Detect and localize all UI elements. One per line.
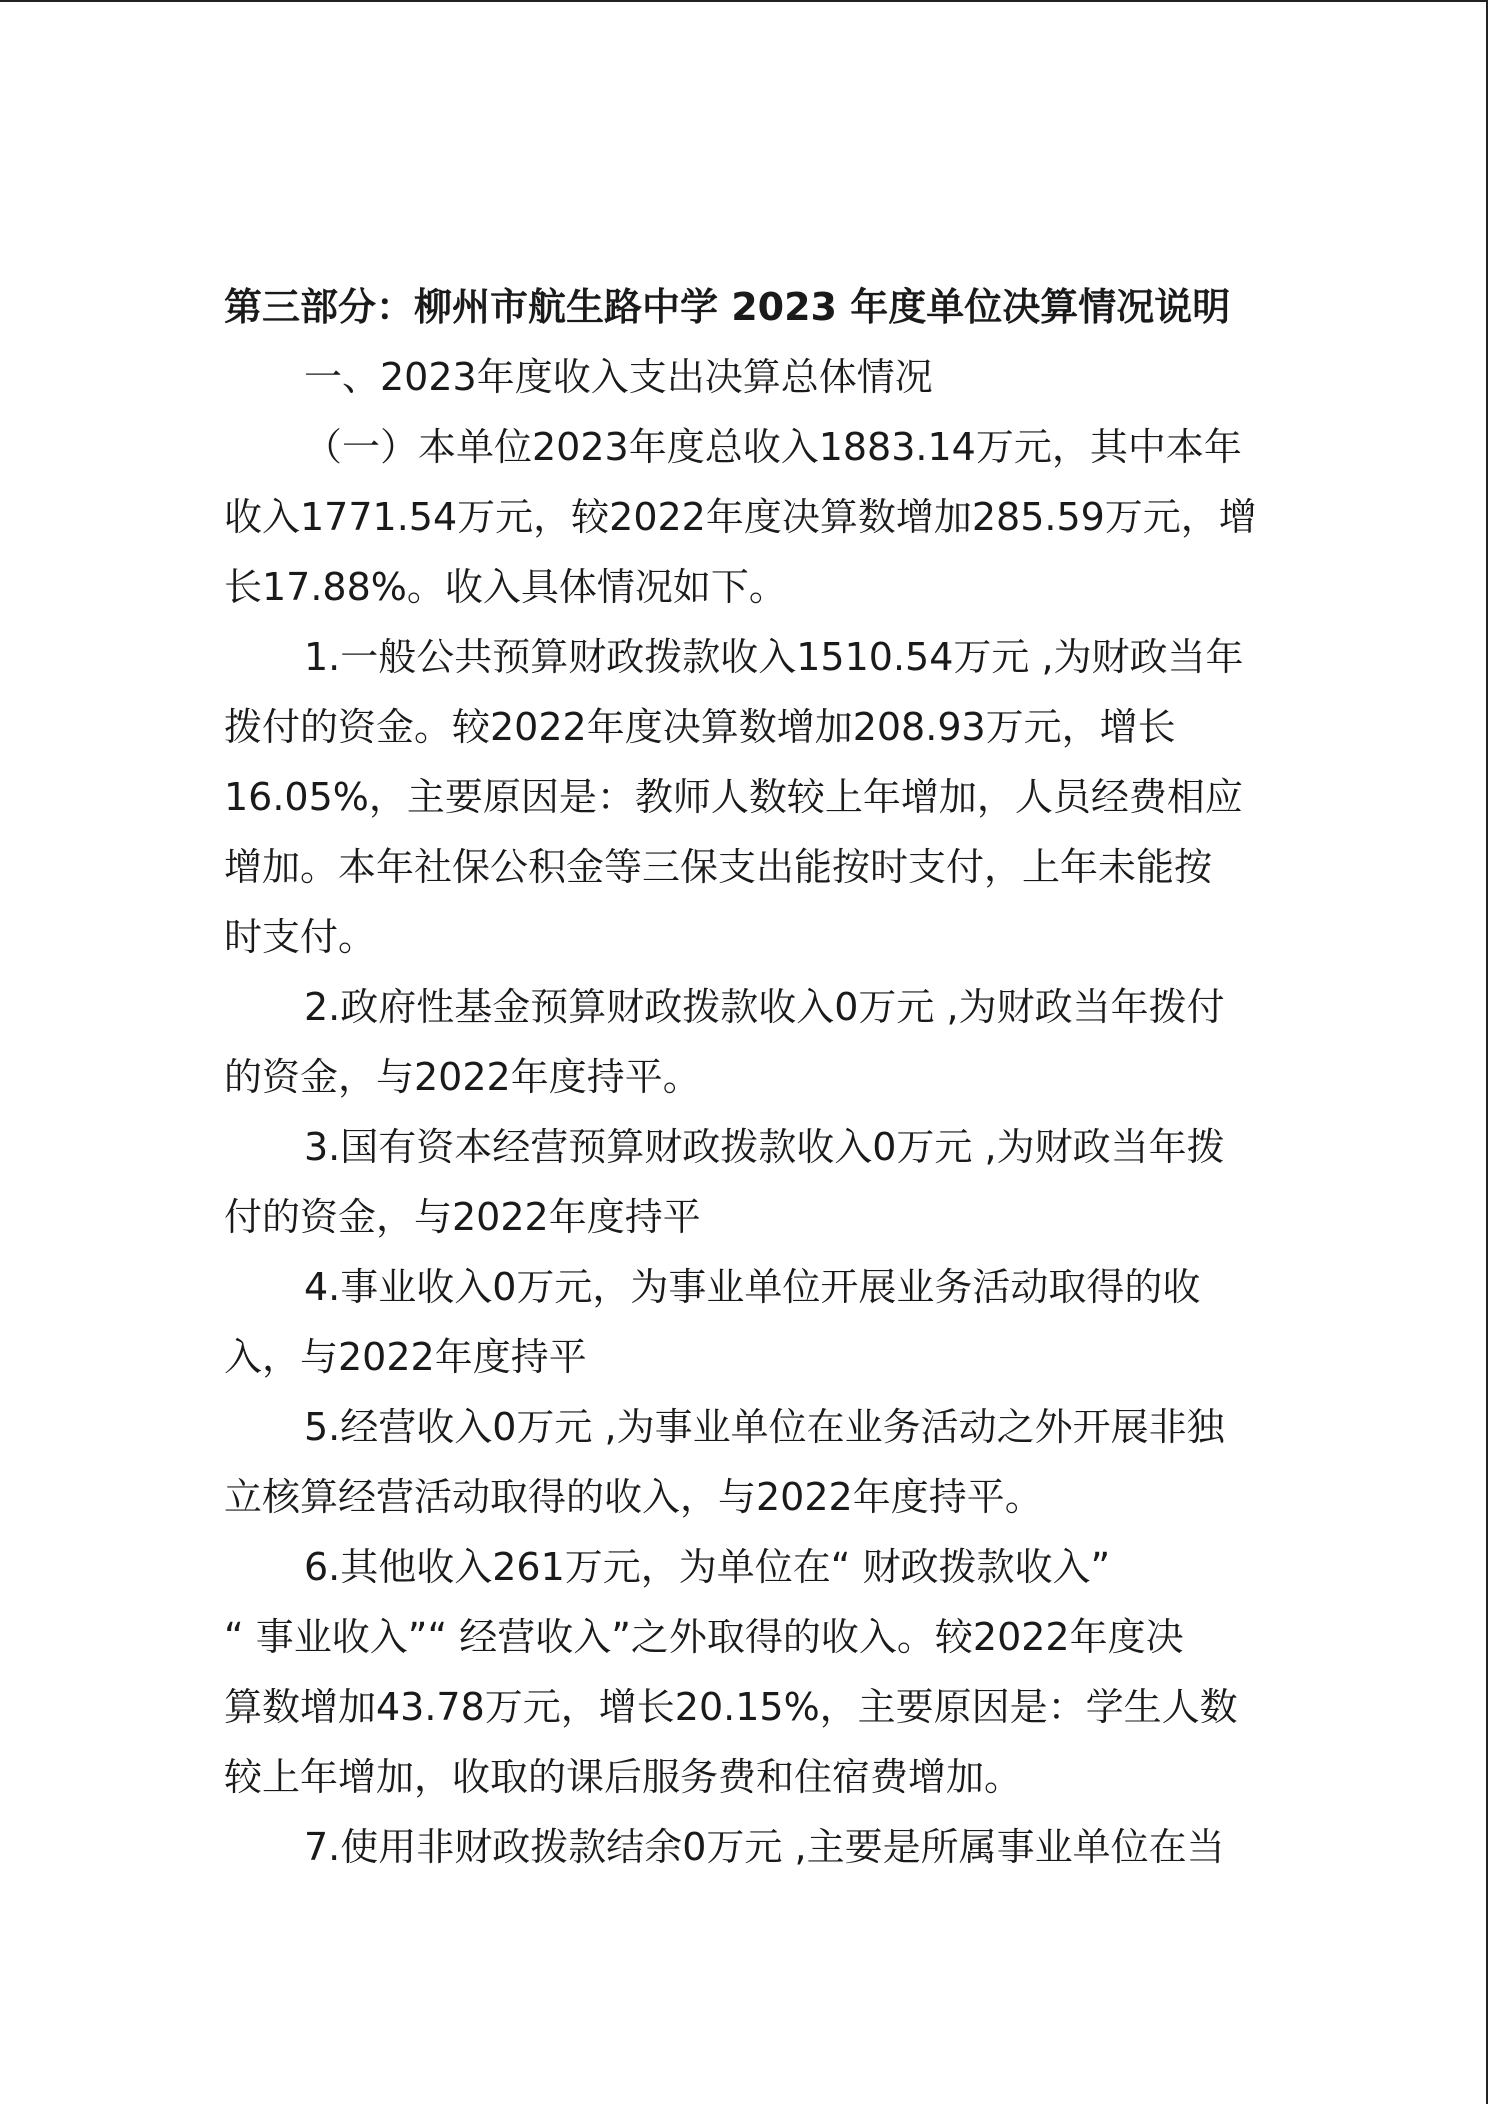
paragraph-line: 较上年增加，收取的课后服务费和住宿费增加。: [224, 1755, 1023, 1799]
paragraph-line: 4.事业收入0万元，为事业单位开展业务活动取得的收: [304, 1265, 1201, 1309]
paragraph-total-income: [224, 412, 1264, 622]
paragraph-item-3: [224, 1112, 1264, 1252]
paragraph-line: 时支付。: [224, 915, 377, 959]
section-heading: 一、2023年度收入支出决算总体情况: [304, 355, 933, 399]
paragraph-line: 3.国有资本经营预算财政拨款收入0万元 ,为财政当年拨: [304, 1125, 1225, 1169]
paragraph-line: 16.05%，主要原因是：教师人数较上年增加，人员经费相应: [224, 775, 1243, 819]
paragraph-line: 收入1771.54万元，较2022年度决算数增加285.59万元，增: [224, 495, 1257, 539]
paragraph-line: 7.使用非财政拨款结余0万元 ,主要是所属事业单位在当: [304, 1825, 1225, 1869]
paragraph-item-6: [224, 1532, 1264, 1812]
paragraph-line: “ 事业收入”“ 经营收入”之外取得的收入。较2022年度决: [224, 1615, 1184, 1659]
paragraph-item-7: [224, 1812, 1264, 1882]
paragraph-line: 6.其他收入261万元，为单位在“ 财政拨款收入”: [304, 1545, 1111, 1589]
paragraph-line: 拨付的资金。较2022年度决算数增加208.93万元，增长: [224, 705, 1176, 749]
paragraph-line: 2.政府性基金预算财政拨款收入0万元 ,为财政当年拨付: [304, 985, 1225, 1029]
paragraph-line: 5.经营收入0万元 ,为事业单位在业务活动之外开展非独: [304, 1405, 1225, 1449]
paragraph-line: 入，与2022年度持平: [224, 1335, 587, 1379]
paragraph-item-4: [224, 1252, 1264, 1392]
paragraph-line: 增加。本年社保公积金等三保支出能按时支付，上年未能按: [224, 845, 1213, 889]
paragraph-line: 立核算经营活动取得的收入，与2022年度持平。: [224, 1475, 1043, 1519]
paragraph-line: 付的资金，与2022年度持平: [224, 1195, 701, 1239]
document-body: [224, 272, 1264, 1882]
paragraph-item-5: [224, 1392, 1264, 1532]
paragraph-line: 的资金，与2022年度持平。: [224, 1055, 701, 1099]
paragraph-line: 长17.88%。收入具体情况如下。: [224, 565, 787, 609]
document-title: 第三部分：柳州市航生路中学 2023 年度单位决算情况说明: [224, 285, 1231, 329]
paragraph-line: 算数增加43.78万元，增长20.15%，主要原因是：学生人数: [224, 1685, 1238, 1729]
paragraph-line: 1.一般公共预算财政拨款收入1510.54万元 ,为财政当年: [304, 635, 1244, 679]
paragraph-line: （一）本单位2023年度总收入1883.14万元，其中本年: [304, 425, 1242, 469]
paragraph-item-2: [224, 972, 1264, 1112]
paragraph-item-1: [224, 622, 1264, 972]
